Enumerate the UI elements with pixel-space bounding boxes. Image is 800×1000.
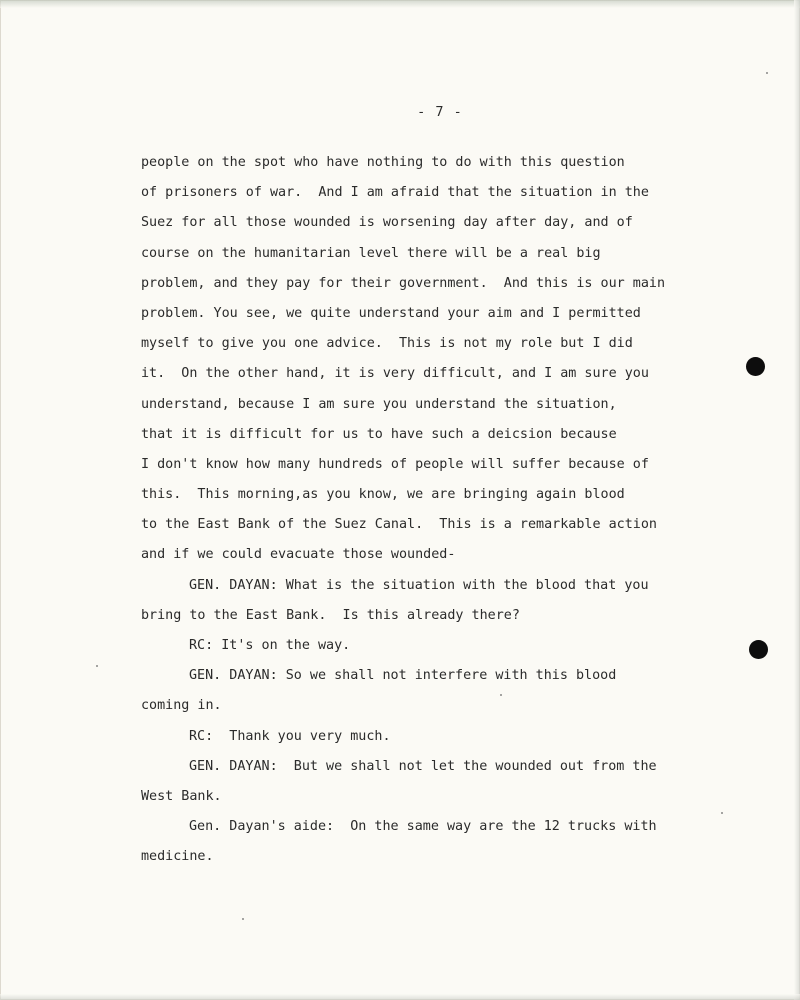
- text-line: to the East Bank of the Suez Canal. This is a remarkable action: [141, 517, 657, 533]
- punch-hole: [746, 357, 765, 376]
- scan-top-edge: [0, 0, 800, 8]
- text-line: this. This morning,as you know, we are bringing again blood: [141, 487, 625, 503]
- text-line: problem. You see, we quite understand your aim and I permitted: [141, 305, 641, 321]
- scan-bottom-edge: [0, 994, 800, 1000]
- dialogue-line-dayan: GEN. DAYAN: So we shall not interfere with this blood: [189, 668, 617, 684]
- text-line: that it is difficult for us to have such a deicsion because: [141, 426, 617, 442]
- text-line: understand, because I am sure you understand the situation,: [141, 396, 617, 412]
- transcript-body: [141, 148, 761, 873]
- dialogue-continuation: bring to the East Bank. Is this already there?: [141, 607, 520, 623]
- dialogue-continuation: medicine.: [141, 849, 214, 865]
- scan-speck: [242, 918, 244, 920]
- scan-speck: [766, 72, 768, 74]
- scan-right-edge: [794, 0, 800, 1000]
- text-line: it. On the other hand, it is very difficult, and I am sure you: [141, 366, 649, 382]
- text-line: and if we could evacuate those wounded-: [141, 547, 456, 563]
- dialogue-line-rc: RC: Thank you very much.: [189, 728, 391, 744]
- text-line: course on the humanitarian level there will be a real big: [141, 245, 601, 261]
- dialogue-continuation: West Bank.: [141, 788, 222, 804]
- text-line: Suez for all those wounded is worsening day after day, and of: [141, 215, 633, 231]
- scan-speck: [96, 665, 98, 667]
- scan-speck: [500, 694, 502, 696]
- text-line: people on the spot who have nothing to do with this question: [141, 155, 625, 170]
- dialogue-line-rc: RC: It's on the way.: [189, 638, 351, 653]
- punch-hole: [749, 640, 768, 659]
- dialogue-line-dayan: GEN. DAYAN: What is the situation with the blood that you: [189, 577, 649, 593]
- text-line: myself to give you one advice. This is not my role but I did: [141, 336, 633, 352]
- page-number: - 7 -: [417, 104, 463, 120]
- text-line: I don't know how many hundreds of people will suffer because of: [141, 456, 649, 472]
- scan-speck: [721, 812, 723, 814]
- text-line: of prisoners of war. And I am afraid that the situation in the: [141, 185, 649, 201]
- text-line: problem, and they pay for their government. And this is our main: [141, 275, 666, 291]
- dialogue-continuation: coming in.: [141, 698, 222, 714]
- dialogue-line-aide: Gen. Dayan's aide: On the same way are the 12 trucks with: [189, 819, 657, 835]
- dialogue-line-dayan: GEN. DAYAN: But we shall not let the wounded out from the: [189, 758, 657, 774]
